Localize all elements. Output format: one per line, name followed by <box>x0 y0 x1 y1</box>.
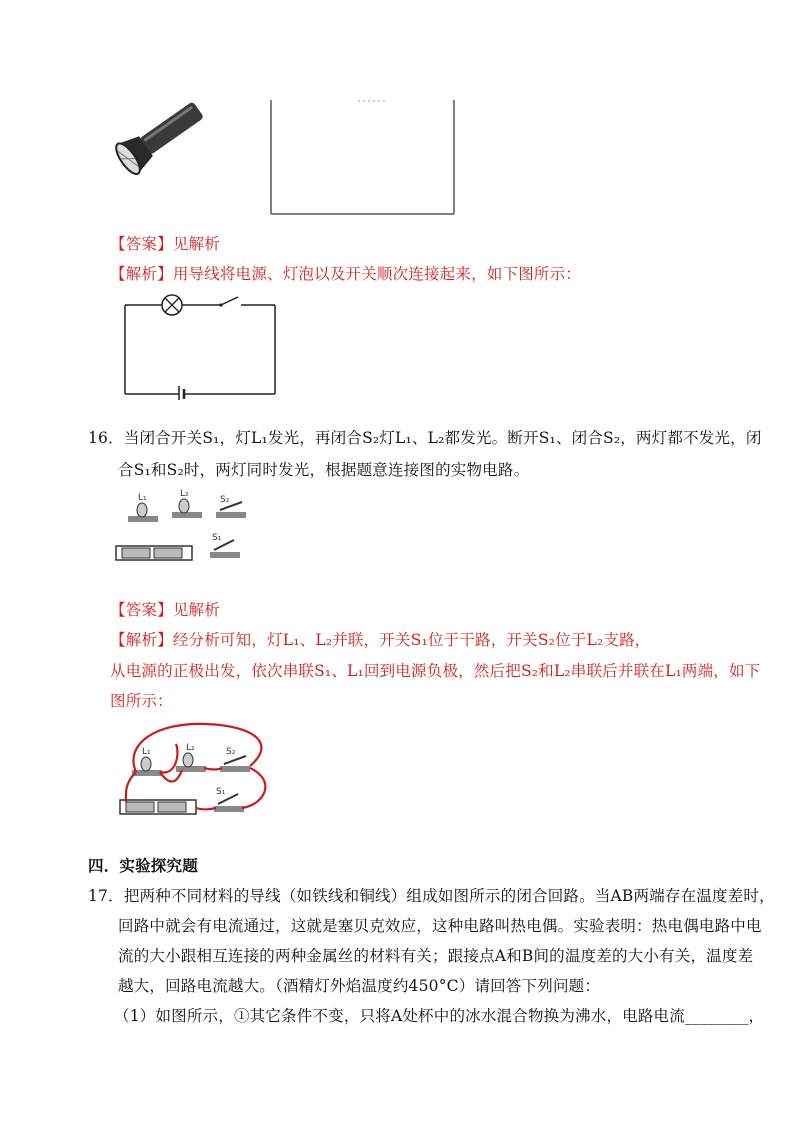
q17-line2: 回路中就会有电流通过，这就是塞贝克效应，这种电路叫热电偶。实验表明：热电偶电路中电 <box>118 917 762 935</box>
fig-label-l1: L₁ <box>138 493 147 503</box>
q16-analysis-1: 【解析】经分析可知，灯L₁、L₂并联，开关S₁位于干路，开关S₂位于L₂支路， <box>110 631 651 649</box>
lamp-symbol <box>162 295 182 315</box>
drawing-box <box>268 98 458 218</box>
switch-symbol <box>219 297 238 307</box>
section-title: 四．实验探究题 <box>88 856 198 875</box>
q15-analysis: 【解析】用导线将电源、灯泡以及开关顺次连接起来，如下图所示： <box>110 265 582 283</box>
q17-line1: 17．把两种不同材料的导线（如铁线和铜线）组成如图所示的闭合回路。当AB两端存在温度差时， <box>88 887 775 905</box>
svg-text:L₁: L₁ <box>142 747 151 757</box>
q16-answer: 【答案】见解析 <box>110 601 220 619</box>
battery-symbol <box>179 386 184 400</box>
q17-line3: 流的大小跟相互连接的两种金属丝的材料有关；跟接点A和B间的温度差的大小有关，温度差 <box>118 947 754 965</box>
flashlight-image <box>112 96 212 186</box>
q16-analysis-3: 图所示： <box>110 692 173 710</box>
circuit-diagram <box>120 288 280 400</box>
fig-label-s1: S₁ <box>212 533 222 543</box>
q16-line2: 合S₁和S₂时，两灯同时发光，根据题意连接图的实物电路。 <box>118 461 530 479</box>
wired-circuit-figure <box>116 714 286 824</box>
fig-label-s2: S₂ <box>220 495 230 505</box>
fig-label-l2: L₂ <box>180 489 189 499</box>
q17-line5: （1）如图所示，①其它条件不变，只将A处杯中的冰水混合物换为沸水，电路电流________， <box>114 1007 765 1025</box>
svg-text:S₁: S₁ <box>216 787 226 797</box>
q16-line1: 16．当闭合开关S₁，灯L₁发光，再闭合S₂灯L₁、L₂都发光。断开S₁、闭合S₂，两灯都不发光，闭 <box>88 429 762 447</box>
q16-analysis-2: 从电源的正极出发，依次串联S₁、L₁回到电源负极，然后把S₂和L₂串联后并联在L₁两端，如下 <box>110 662 761 680</box>
svg-text:L₂: L₂ <box>186 743 195 753</box>
components-figure <box>112 484 262 570</box>
q17-line4: 越大，回路电流越大。（酒精灯外焰温度约450°C）请回答下列问题： <box>118 977 601 995</box>
svg-text:S₂: S₂ <box>226 747 236 757</box>
q15-answer: 【答案】见解析 <box>110 235 220 253</box>
